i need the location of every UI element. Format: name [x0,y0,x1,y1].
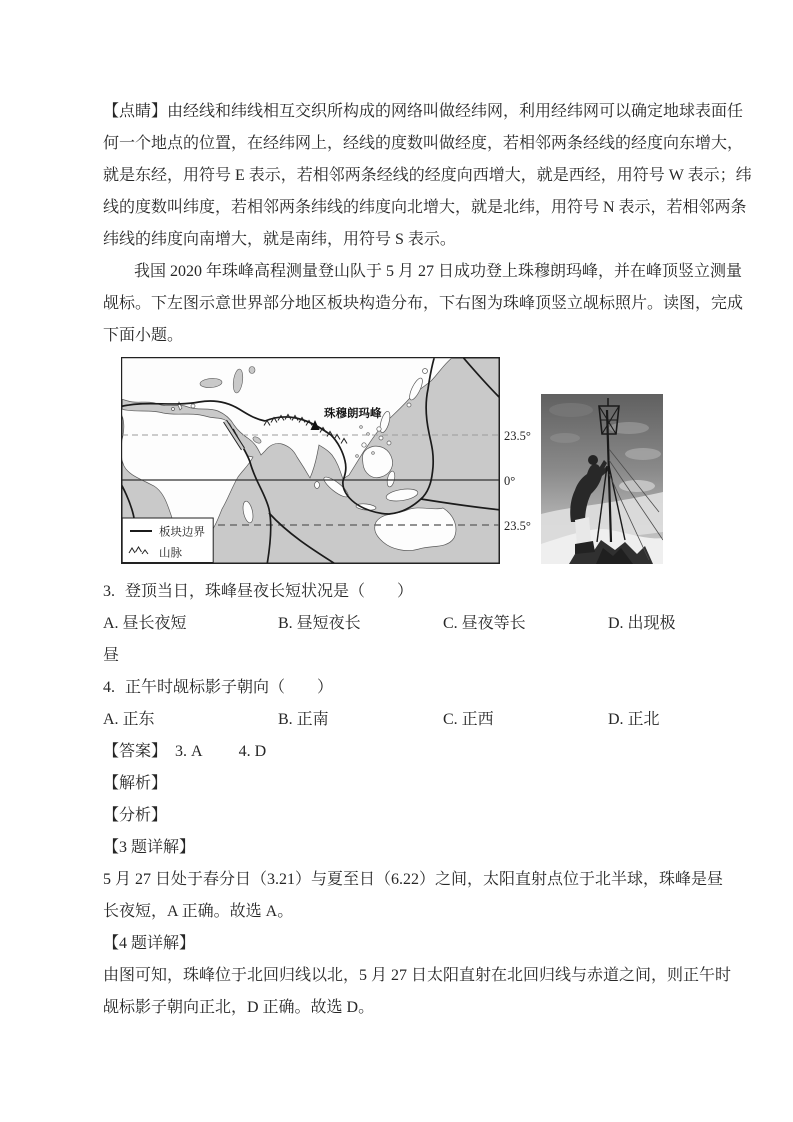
option-3d: D. 出现极 [608,615,676,632]
paragraph-line: 何一个地点的位置，在经纬网上，经线的度数叫做经度，若相邻两条经线的经度向东增大， [103,135,744,152]
paragraph-line: 【点睛】由经线和纬线相互交织所构成的网络叫做经纬网，利用经纬网可以确定地球表面任 [103,103,744,120]
sri-lanka-island [315,482,320,489]
plate-map [121,357,536,564]
paragraph-line: 就是东经，用符号 E 表示，若相邻两条经线的经度向西增大，就是西经，用符号 W 表示；纬 [103,167,752,184]
explanation-line: 长夜短，A 正确。故选 A。 [103,903,294,920]
plate-map-figure [121,357,536,569]
lat-label-cancer: 23.5° [504,429,531,443]
question-3-options [103,608,695,640]
legend-mountain-label: 山脉 [159,547,182,560]
option-3d-overflow: 昼 [103,647,120,664]
japan-islet [423,369,428,374]
question-3-stem [103,576,695,608]
everest-label: 珠穆朗玛峰 [324,408,382,420]
japan-islet [407,403,411,407]
option-3a: A. 昼长夜短 [103,615,187,632]
explanation-line: 由图可知，珠峰位于北回归线以北，5 月 27 日太阳直射在北回归线与赤道之间，则正午时 [103,967,732,984]
paragraph-line: 下面小题。 [103,327,184,344]
answer-q3: 3. A [175,743,203,760]
option-3b: B. 昼短夜长 [278,615,361,632]
question-3-number: 3. [103,583,115,600]
paragraph-line: 纬线的纬度向南增大，就是南纬，用符号 S 表示。 [103,231,456,248]
taiwan-island [377,427,381,431]
explanation-line: 觇标影子朝向正北，D 正确。故选 D。 [103,999,375,1016]
option-3c: C. 昼夜等长 [443,615,526,632]
philippines-islet [379,436,383,440]
borneo-island [362,446,392,478]
paragraph-line: 我国 2020 年珠峰高程测量登山队于 5 月 27 日成功登上珠穆朗玛峰，并在峰顶竖立测量 [134,263,743,280]
legend-boundary-label: 板块边界 [159,526,205,539]
question-4-text: 正午时觇标影子朝向（ ） [125,679,334,696]
answer-line [103,736,695,768]
explanation-line: 5 月 27 日处于春分日（3.21）与夏至日（6.22）之间，太阳直射点位于北半球，珠峰是昼 [103,871,724,888]
aral-sea [249,367,255,374]
sea-islet [356,455,359,458]
sea-islet [360,426,363,429]
summit-photo-figure [541,394,663,569]
lat-label-equator: 0° [504,474,516,488]
section-fenxi: 【分析】 [103,807,168,824]
option-4d: D. 正北 [608,711,660,728]
answer-label: 【答案】 [103,743,168,760]
sardinia-island [172,408,175,411]
section-jiexi: 【解析】 [103,775,168,792]
paragraph-line: 觇标。下左图示意世界部分地区板块构造分布，下右图为珠峰顶竖立觇标照片。读图，完成 [103,295,744,312]
summit-photo [541,394,663,564]
section-q4-detail: 【4 题详解】 [103,935,196,952]
greece-island [191,404,195,408]
option-4c: C. 正西 [443,711,494,728]
option-4b: B. 正南 [278,711,329,728]
paragraph-line: 线的度数叫纬度，若相邻两条纬线的纬度向北增大，就是北纬，用符号 N 表示，若相邻两条 [103,199,747,216]
answer-q4: 4. D [238,743,267,760]
question-4-options [103,704,695,736]
figure-row [103,352,695,576]
sea-islet [372,452,375,455]
document-body [103,96,752,1024]
option-4a: A. 正东 [103,711,155,728]
question-4-stem [103,672,695,704]
hainan-island [362,443,366,447]
map-legend [122,518,213,563]
question-4-number: 4. [103,679,115,696]
question-3-text: 登顶当日，珠峰昼夜长短状况是（ ） [125,583,414,600]
philippines-islet [387,441,391,445]
lat-label-capricorn: 23.5° [504,519,531,533]
section-q3-detail: 【3 题详解】 [103,839,196,856]
